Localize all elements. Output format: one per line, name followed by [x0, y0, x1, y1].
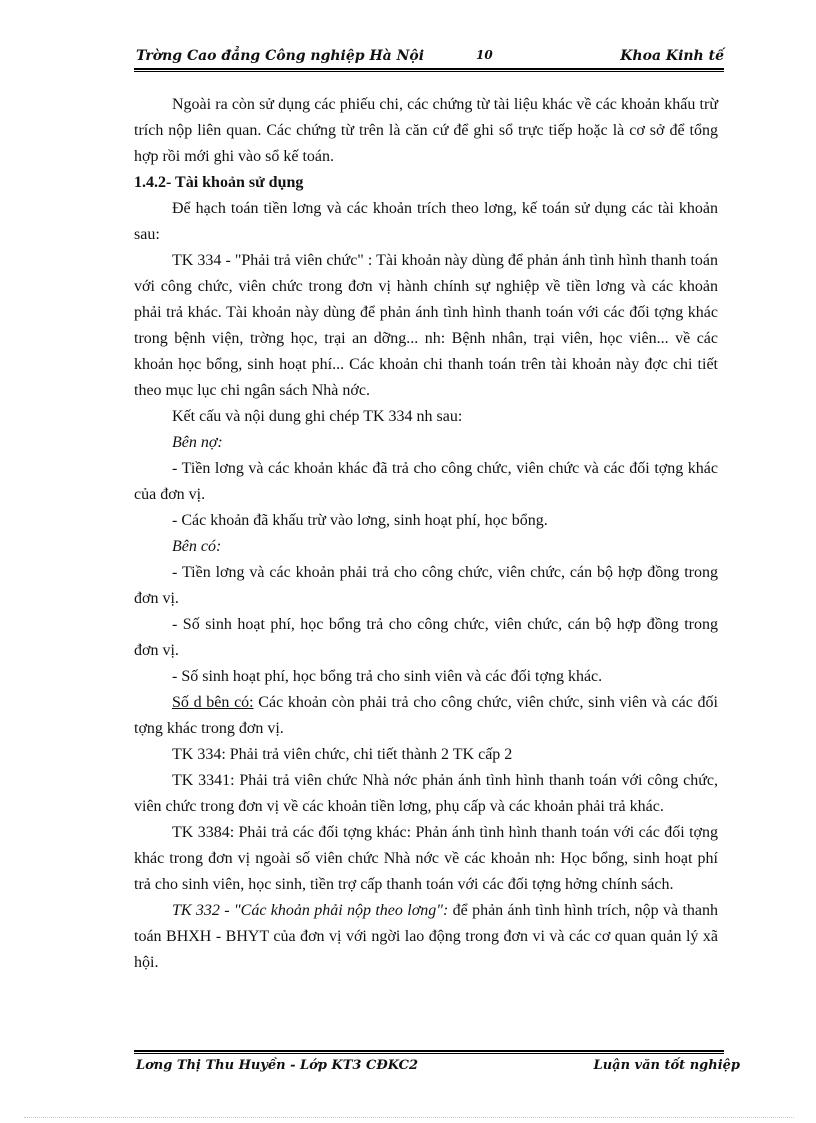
header-school: Trờng Cao đẳng Công nghiệp Hà Nội: [136, 48, 425, 64]
paragraph-balance: [134, 690, 718, 742]
credit-item-2: - Số sinh hoạt phí, học bổng trả cho công chức, viên chức, cán bộ hợp đồng trong đơn vị.: [134, 616, 718, 659]
header-faculty: Khoa Kinh tế: [620, 48, 724, 64]
page-bottom-dotted-line: [24, 1117, 794, 1118]
tk332-text: để phản ánh tình hình trích, nộp và thanh toán BHXH - BHYT của đơn vị với ngời lao động trong đơn vi và các cơ quan quản lý xã hội.: [134, 902, 719, 971]
footer-author: Lơng Thị Thu Huyền - Lớp KT3 CĐKC2: [136, 1058, 419, 1073]
paragraph-tk3384: TK 3384: Phải trả các đối tợng khác: Phản ánh tình hình thanh toán với các đối tợng khác trong đơn vị ngoài số viên chức Nhà nớc về các khoản nh: Học bổng, sinh hoạt phí trả cho sinh viên, học sinh, tiền trợ cấp thanh toán với các đối tợng hởng chính sách.: [134, 824, 718, 893]
paragraph-tk334: TK 334 - "Phải trả viên chức" : Tài khoản này dùng để phản ánh tình hình thanh toán với công chức, viên chức trong đơn vị hành chính sự nghiệp về tiền lơng và các khoản phải trả khác. Tài khoản này dùng để phản ánh tình hình thanh toán với các đối tợng khác trong bệnh viện, trờng học, trại an dỡng... nh: Bệnh nhân, trại viên, học viên... về các khoản học bổng, sinh hoạt phí... Các khoản chi thanh toán trên tài khoản này đợc chi tiết theo mục lục chi ngân sách Nhà nớc.: [134, 252, 718, 399]
footer-title: Luận văn tốt nghiệp: [593, 1058, 740, 1073]
paragraph-tk334-detail: TK 334: Phải trả viên chức, chi tiết thành 2 TK cấp 2: [172, 746, 513, 763]
header-rule: [134, 68, 724, 72]
document-body: [134, 92, 718, 976]
page-footer: [134, 1058, 740, 1080]
debit-item-1: - Tiền lơng và các khoản khác đã trả cho công chức, viên chức và các đối tợng khác của đơn vị.: [134, 460, 718, 503]
paragraph-intro: Ngoài ra còn sử dụng các phiếu chi, các chứng từ tài liệu khác về các khoản khấu trừ trích nộp liên quan. Các chứng từ trên là căn cứ để ghi sổ trực tiếp hoặc là cơ sở để tổng hợp rồi mới ghi vào sổ kế toán.: [134, 96, 718, 165]
header-page-number: 10: [476, 48, 493, 62]
section-heading: 1.4.2- Tài khoản sử dụng: [134, 174, 304, 191]
paragraph-tk332: [134, 898, 718, 976]
debit-label: Bên nợ:: [172, 434, 223, 451]
credit-label: Bên có:: [172, 538, 222, 555]
tk332-label: TK 332 - "Các khoản phải nộp theo lơng":: [172, 902, 449, 919]
credit-item-3: - Số sinh hoạt phí, học bổng trả cho sinh viên và các đối tợng khác.: [172, 668, 603, 685]
balance-text: Các khoản còn phải trả cho công chức, viên chức, sinh viên và các đối tợng khác trong đơn vị.: [134, 694, 718, 737]
balance-label: Số d bên có:: [172, 694, 254, 711]
footer-rule: [134, 1050, 724, 1054]
paragraph-structure: Kết cấu và nội dung ghi chép TK 334 nh sau:: [172, 408, 463, 425]
paragraph-accounts-intro: Để hạch toán tiền lơng và các khoản trích theo lơng, kế toán sử dụng các tài khoản sau:: [134, 200, 718, 243]
debit-item-2: - Các khoản đã khấu trừ vào lơng, sinh hoạt phí, học bổng.: [172, 512, 548, 529]
credit-item-1: - Tiền lơng và các khoản phải trả cho công chức, viên chức, cán bộ hợp đồng trong đơn vị.: [134, 564, 718, 607]
page-header: [134, 46, 724, 68]
paragraph-tk3341: TK 3341: Phải trả viên chức Nhà nớc phản ánh tình hình thanh toán với công chức, viên chức trong đơn vị về các khoản tiền lơng, phụ cấp và các khoản phải trả khác.: [134, 772, 718, 815]
